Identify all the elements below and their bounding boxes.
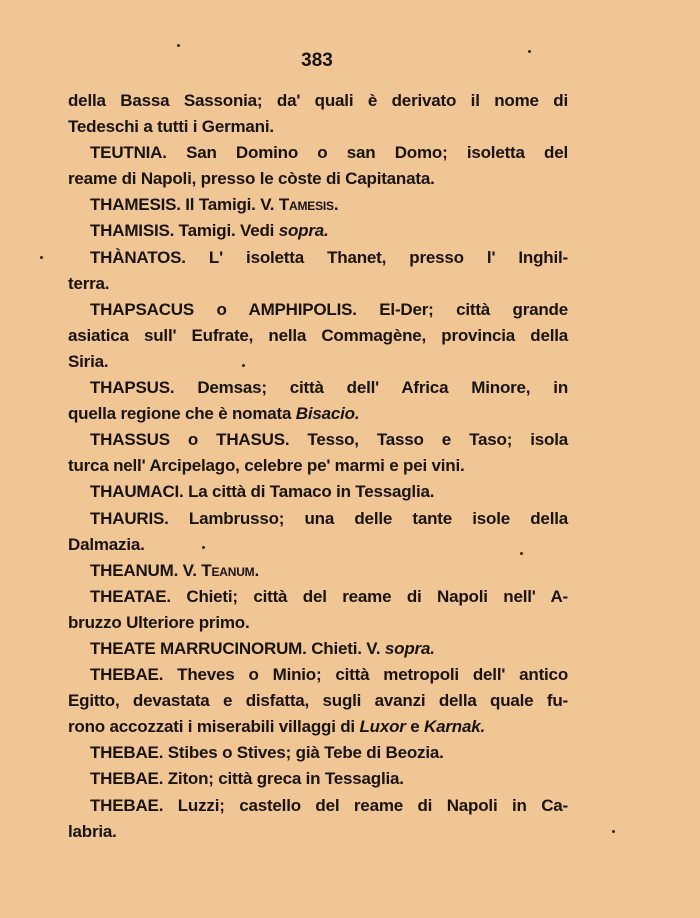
ink-speck	[40, 256, 43, 259]
cross-reference: Tamesis.	[278, 195, 339, 215]
text-line	[68, 714, 568, 740]
entry-theatae: THEATAE. Chieti; città del reame di Napoli nell' A-	[90, 586, 568, 606]
entry-text: rono accozzati i miserabili villaggi di	[68, 717, 355, 737]
entry-thanatos: THÀNATOS. L' isoletta Thanet, presso l' Inghil-	[90, 247, 568, 267]
dictionary-text	[68, 88, 568, 845]
entry-thebae-egitto: THEBAE. Theves o Minio; città metropoli dell' antico	[90, 665, 568, 685]
entry-thaumaci: THAUMACI. La città di Tamaco in Tessaglia.	[90, 482, 435, 502]
ink-speck	[242, 364, 245, 367]
ink-speck	[177, 44, 180, 47]
entry-thauris: THAURIS. Lambrusso; una delle tante isole della	[90, 508, 568, 528]
entry-text: quella regione che è nomata	[68, 404, 292, 424]
text-line: bruzzo Ulteriore primo.	[68, 612, 250, 632]
text-line: asiatica sull' Eufrate, nella Commagène, provincia della	[68, 325, 568, 345]
ink-speck	[202, 546, 205, 549]
text-line: terra.	[68, 273, 110, 293]
entry-text: THEATE MARRUCINORUM. Chieti. V.	[90, 638, 381, 658]
text-line	[68, 401, 568, 427]
text-line: labria.	[68, 821, 117, 841]
italic-term: Karnak.	[424, 717, 486, 737]
text-line: Egitto, devastata e disfatta, sugli avanzi della quale fu-	[68, 691, 568, 711]
text-line: turca nell' Arcipelago, celebre pe' marmi e pei vini.	[68, 456, 465, 476]
entry-thamisis	[68, 218, 568, 244]
entry-theate-marrucinorum	[68, 636, 568, 662]
entry-thamesis	[68, 192, 568, 218]
cross-reference: Teanum.	[201, 560, 259, 580]
entry-text: e	[410, 717, 420, 737]
entry-thebae-calabria: THEBAE. Luzzi; castello del reame di Napoli in Ca-	[90, 795, 568, 815]
text-line: reame di Napoli, presso le còste di Capitanata.	[68, 169, 435, 189]
entry-thapsacus: THAPSACUS o AMPHIPOLIS. El-Der; città grande	[90, 299, 568, 319]
page-number: 383	[301, 50, 333, 71]
entry-thassus: THASSUS o THASUS. Tesso, Tasso e Taso; isola	[90, 430, 568, 450]
text-line: Dalmazia.	[68, 534, 145, 554]
entry-thebae-beozia: THEBAE. Stibes o Stives; già Tebe di Beozia.	[90, 743, 444, 763]
entry-thebae-tessaglia: THEBAE. Ziton; città greca in Tessaglia.	[90, 769, 404, 789]
cross-reference: sopra.	[278, 221, 329, 241]
entry-text: THAMESIS. Il Tamigi. V.	[90, 195, 275, 215]
entry-theanum	[68, 558, 568, 584]
text-line: Tedeschi a tutti i Germani.	[68, 117, 274, 137]
cross-reference: sopra.	[384, 638, 435, 658]
ink-speck	[612, 830, 615, 833]
ink-speck	[520, 552, 523, 555]
italic-term: Bisacio.	[295, 404, 360, 424]
text-line: della Bassa Sassonia; da' quali è derivato il nome di	[68, 91, 568, 110]
entry-thapsus: THAPSUS. Demsas; città dell' Africa Minore, in	[90, 378, 568, 398]
entry-teutnia: TEUTNIA. San Domino o san Domo; isoletta del	[90, 143, 568, 163]
text-line: Siria.	[68, 351, 109, 371]
italic-term: Luxor	[359, 717, 406, 737]
entry-text: THEANUM. V.	[90, 560, 197, 580]
entry-text: THAMISIS. Tamigi. Vedi	[90, 221, 275, 241]
ink-speck	[528, 50, 531, 53]
